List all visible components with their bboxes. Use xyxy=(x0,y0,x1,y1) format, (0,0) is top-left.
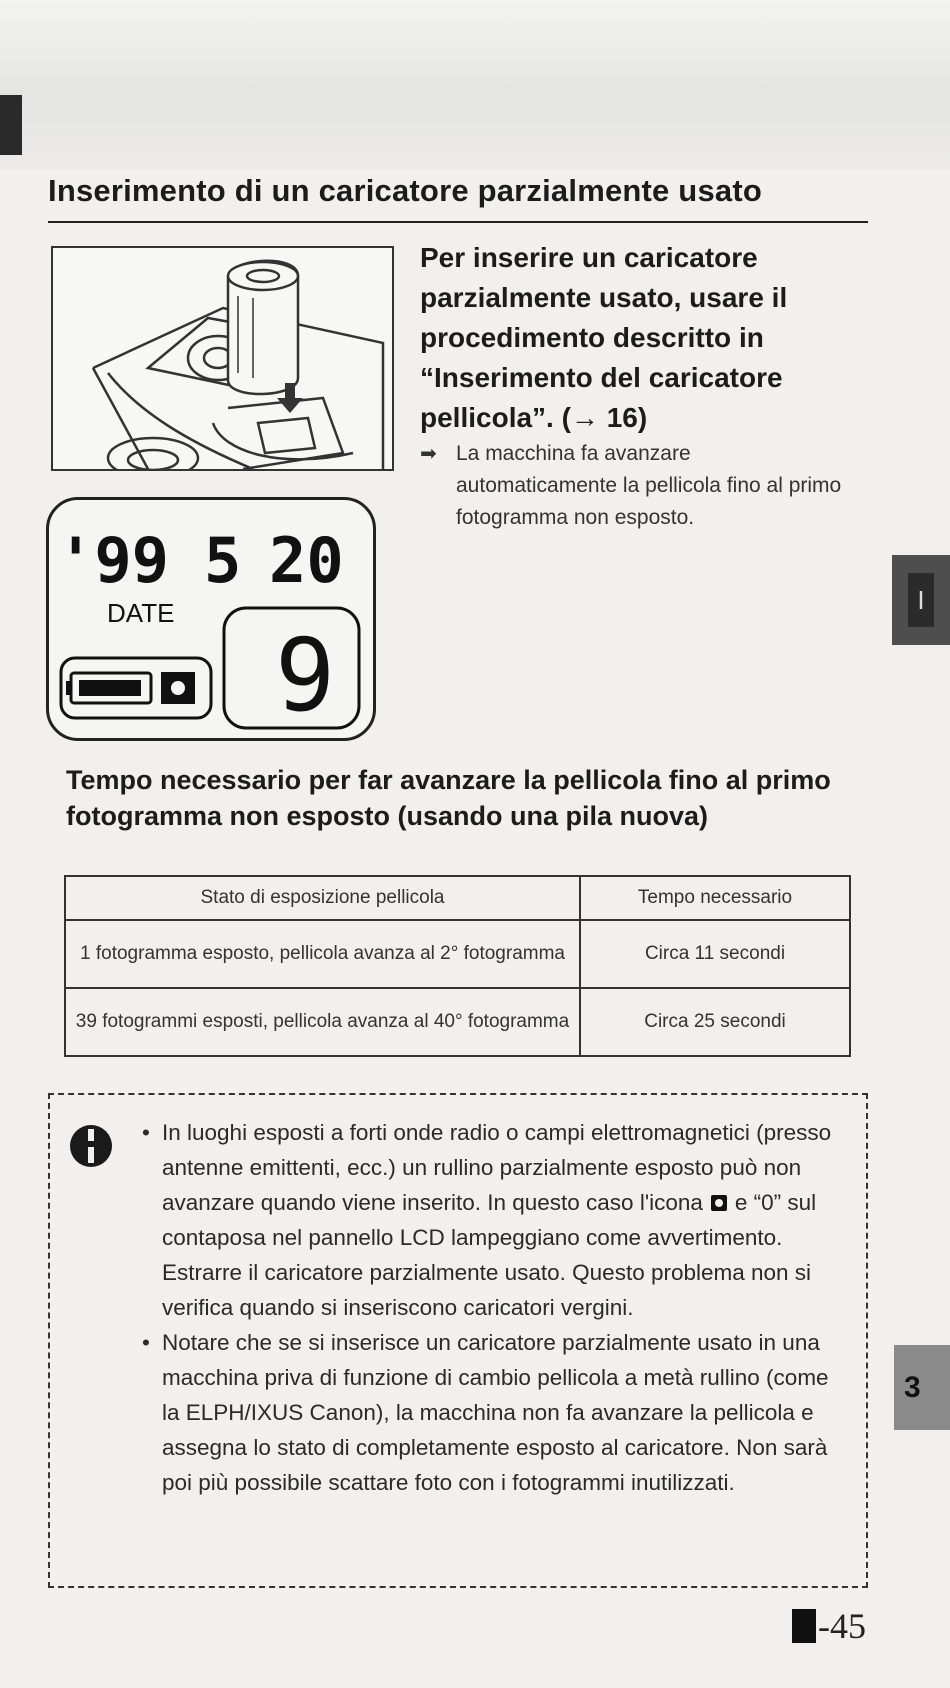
note-1-text-end: e “0” sul contaposa nel pannello LCD lampeggiano come avvertimento. Estrarre il caricatore parzialmente usato. Questo problema non si verifica quando si inseriscono caricatori vergini. xyxy=(162,1190,817,1320)
caution-icon xyxy=(68,1123,114,1169)
battery-icon xyxy=(66,673,151,703)
lcd-panel-illustration xyxy=(46,497,376,741)
title-rule xyxy=(48,221,868,223)
table-cell: 1 fotogramma esposto, pellicola avanza al 2° fotogramma xyxy=(65,920,580,988)
table-cell: Circa 25 secondi xyxy=(580,988,850,1056)
note-2-text: Notare che se si inserisce un caricatore parzialmente usato in una macchina priva di funzione di cambio pellicola a metà rullino (come la ELPH/IXUS Canon), la macchina non fa avanzare la pellicola e assegna lo stato di completamente esposto al caricatore. Non sarà poi più possibile scattare foto con i fotogrammi inutilizzati. xyxy=(162,1330,829,1495)
language-marker xyxy=(792,1609,816,1643)
corner-mark xyxy=(0,95,22,155)
table-title: Tempo necessario per far avanzare la pellicola fino al primo fotogramma non esposto (usando una pila nuova) xyxy=(66,765,831,831)
page-number-text: -45 xyxy=(818,1606,866,1646)
list-item xyxy=(142,1115,847,1325)
note-1-text-start: In luoghi esposti a forti onde radio o campi elettromagnetici (presso antenne emittenti, ecc.) un rullino parzialmente esposto può non avanzare quando viene inserito. In questo caso l'icona xyxy=(162,1120,832,1215)
film-cartridge-icon xyxy=(709,1194,729,1212)
top-shading xyxy=(0,0,950,170)
camera-illustration xyxy=(51,246,394,471)
lcd-year: '99 xyxy=(57,524,169,597)
result-arrow-icon: ➡ xyxy=(420,443,437,465)
page-number xyxy=(792,1605,866,1647)
language-tab xyxy=(892,555,950,645)
table-header-cell: Stato di esposizione pellicola xyxy=(65,876,580,920)
lcd-frame-counter: 9 xyxy=(275,617,336,734)
timing-table xyxy=(64,875,851,1057)
table-cell: Circa 11 secondi xyxy=(580,920,850,988)
camera-drawing xyxy=(53,248,392,469)
chapter-tab-label: 3 xyxy=(904,1370,921,1404)
section-title: Inserimento di un caricatore parzialmente usato xyxy=(48,173,762,208)
language-tab-label: I xyxy=(908,573,934,627)
table-row xyxy=(65,988,850,1056)
intro-text: Per inserire un caricatore parzialmente usato, usare il procedimento descritto in “Inserimento del caricatore pellicola”. (→ 16) xyxy=(420,242,788,433)
lcd-panel-drawing xyxy=(49,500,373,738)
film-cartridge-icon xyxy=(161,672,195,704)
chapter-tab xyxy=(894,1345,950,1430)
result-text: La macchina fa avanzare automaticamente la pellicola fino al primo fotogramma non esposto. xyxy=(456,442,842,529)
lcd-date-label: DATE xyxy=(107,598,175,628)
table-row xyxy=(65,920,850,988)
caution-notes-box xyxy=(48,1093,868,1588)
list-item xyxy=(142,1325,847,1500)
table-cell: 39 fotogrammi esposti, pellicola avanza al 40° fotogramma xyxy=(65,988,580,1056)
result-note xyxy=(420,438,850,534)
lcd-month: 5 xyxy=(204,524,242,597)
table-header-row xyxy=(65,876,850,920)
lcd-day: 20 xyxy=(269,524,344,597)
note-list xyxy=(142,1115,847,1500)
table-header-cell: Tempo necessario xyxy=(580,876,850,920)
